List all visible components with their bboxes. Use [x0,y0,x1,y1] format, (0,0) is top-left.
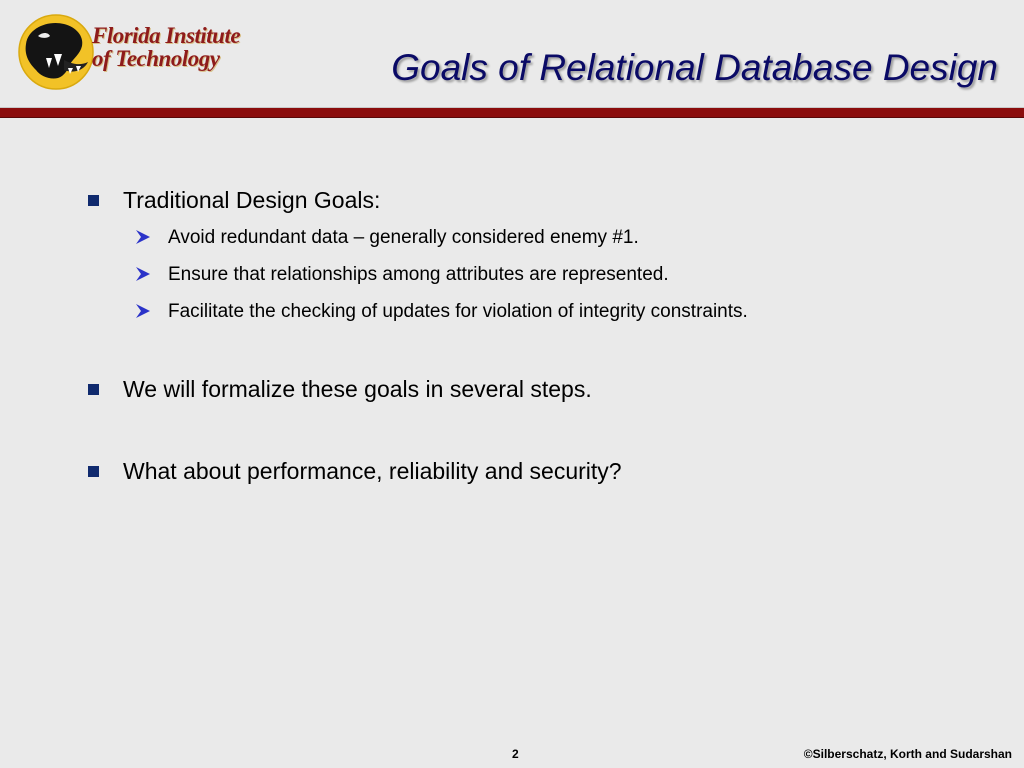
square-bullet-icon [88,384,99,395]
bullet-text: Traditional Design Goals: [123,187,381,213]
page-number: 2 [512,747,519,761]
sub-bullet-text: Avoid redundant data – generally considered enemy #1. [168,227,639,248]
arrowhead-bullet-icon [135,229,151,245]
square-bullet-icon [88,466,99,477]
square-bullet-icon [88,195,99,206]
arrowhead-bullet-icon [135,303,151,319]
sub-bullet-text: Ensure that relationships among attributes are represented. [168,264,669,285]
bullet-text: We will formalize these goals in several steps. [123,376,592,402]
slide-title: Goals of Relational Database Design [391,47,998,88]
logo-line-1: Florida Institute [92,23,241,48]
arrowhead-bullet-icon [135,266,151,282]
sub-bullet-text: Facilitate the checking of updates for violation of integrity constraints. [168,301,748,322]
logo-line-2: of Technology [92,46,220,71]
copyright-notice: ©Silberschatz, Korth and Sudarshan [803,747,1012,761]
bullet-text: What about performance, reliability and security? [123,458,622,484]
